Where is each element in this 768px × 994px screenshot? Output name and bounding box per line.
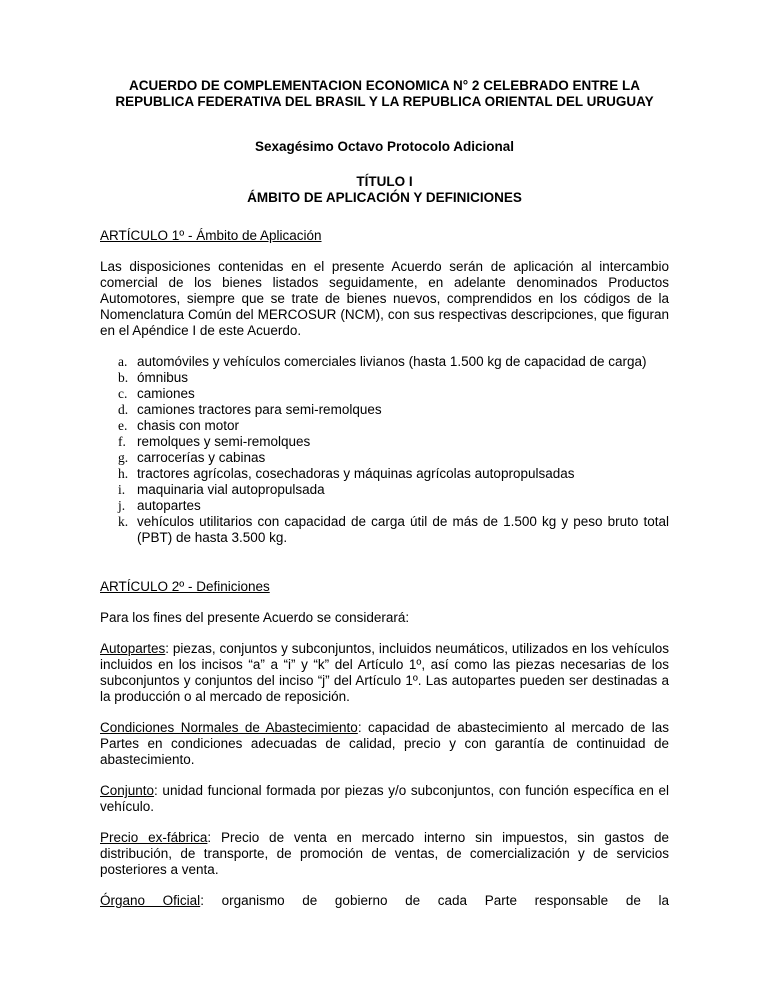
list-item-c	[118, 386, 669, 402]
protocol-subtitle: Sexagésimo Octavo Protocolo Adicional	[254, 139, 515, 154]
definition-condiciones-normales	[100, 720, 669, 768]
definition-conjunto	[100, 783, 669, 815]
list-item-text: chasis con motor	[137, 418, 240, 433]
list-item-d	[118, 402, 669, 418]
titulo-block	[100, 174, 669, 206]
list-item-i	[118, 482, 669, 498]
definition-text: : capacidad de abastecimiento al mercado de las Partes en condiciones adecuadas de calidad, precio y con garantía de continuidad de abastecimiento.	[100, 720, 669, 767]
list-marker: k.	[118, 514, 129, 529]
definition-term: Precio ex-fábrica	[100, 830, 208, 845]
product-list	[100, 354, 669, 546]
articulo-2-heading	[100, 579, 669, 595]
articulo-2-intro: Para los fines del presente Acuerdo se considerará:	[100, 610, 410, 625]
list-item-text: automóviles y vehículos comerciales livianos (hasta 1.500 kg de capacidad de carga)	[137, 354, 647, 369]
list-item-a	[118, 354, 669, 370]
definition-text: : organismo de gobierno de cada Parte responsable de la	[200, 893, 669, 908]
list-item-e	[118, 418, 669, 434]
definition-autopartes	[100, 641, 669, 705]
list-item-text: tractores agrícolas, cosechadoras y máquinas agrícolas autopropulsadas	[137, 466, 575, 481]
definition-term: Condiciones Normales de Abastecimiento	[100, 720, 358, 735]
titulo-name: ÁMBITO DE APLICACIÓN Y DEFINICIONES	[247, 190, 522, 205]
list-item-h	[118, 466, 669, 482]
list-item-text: maquinaria vial autopropulsada	[137, 482, 325, 497]
definition-organo-oficial	[100, 893, 669, 909]
list-marker: b.	[118, 370, 129, 385]
list-item-f	[118, 434, 669, 450]
list-item-k	[118, 514, 669, 546]
list-marker: i.	[118, 482, 126, 497]
list-marker: a.	[118, 354, 128, 369]
list-marker: h.	[118, 466, 129, 481]
list-item-text: autopartes	[137, 498, 201, 513]
definition-term: Conjunto	[100, 783, 155, 798]
list-marker: c.	[118, 386, 128, 401]
list-item-g	[118, 450, 669, 466]
list-item-text: vehículos utilitarios con capacidad de carga útil de más de 1.500 kg y peso bruto total (PBT) de hasta 3.500 kg.	[137, 514, 669, 545]
list-marker: f.	[118, 434, 126, 449]
definition-term: Órgano Oficial	[100, 893, 201, 908]
list-item-text: carrocerías y cabinas	[137, 450, 266, 465]
titulo-number: TÍTULO I	[356, 174, 413, 189]
list-item-text: remolques y semi-remolques	[137, 434, 311, 449]
list-marker: g.	[118, 450, 129, 465]
articulo-1-heading-text: ARTÍCULO 1º - Ámbito de Aplicación	[100, 228, 322, 243]
document-title: ACUERDO DE COMPLEMENTACION ECONOMICA N° 2 CELEBRADO ENTRE LA REPUBLICA FEDERATIVA DEL BRASIL Y LA REPUBLICA ORIENTAL DEL URUGUAY	[115, 78, 654, 109]
list-item-text: camiones	[137, 386, 195, 401]
list-marker: j.	[118, 498, 126, 513]
definition-text: : Precio de venta en mercado interno sin impuestos, sin gastos de distribución, de transporte, de promoción de ventas, de comercialización y de servicios posteriores a venta.	[100, 830, 669, 877]
list-item-j	[118, 498, 669, 514]
definition-term: Autopartes	[100, 641, 166, 656]
list-marker: e.	[118, 418, 128, 433]
articulo-1-heading	[100, 228, 669, 244]
definition-text: : piezas, conjuntos y subconjuntos, incluidos neumáticos, utilizados en los vehículos incluidos en los incisos “a” a “i” y “k” del Artículo 1º, así como las piezas necesarias de los subconjuntos y conjuntos del inciso “j” del Artículo 1º. Las autopartes pueden ser destinadas a la producción o al mercado de reposición.	[100, 641, 669, 704]
articulo-2-heading-text: ARTÍCULO 2º - Definiciones	[100, 579, 270, 594]
list-item-text: camiones tractores para semi-remolques	[137, 402, 382, 417]
definition-precio-ex-fabrica	[100, 830, 669, 878]
list-item-b	[118, 370, 669, 386]
list-item-text: ómnibus	[137, 370, 189, 385]
definition-text: : unidad funcional formada por piezas y/o subconjuntos, con función específica en el vehículo.	[100, 783, 669, 814]
list-marker: d.	[118, 402, 129, 417]
articulo-1-intro: Las disposiciones contenidas en el presente Acuerdo serán de aplicación al intercambio comercial de los bienes listados seguidamente, en adelante denominados Productos Automotores, siempre que se trate de bienes nuevos, comprendidos en los códigos de la Nomenclatura Común del MERCOSUR (NCM), con sus respectivas descripciones, que figuran en el Apéndice I de este Acuerdo.	[100, 259, 669, 338]
